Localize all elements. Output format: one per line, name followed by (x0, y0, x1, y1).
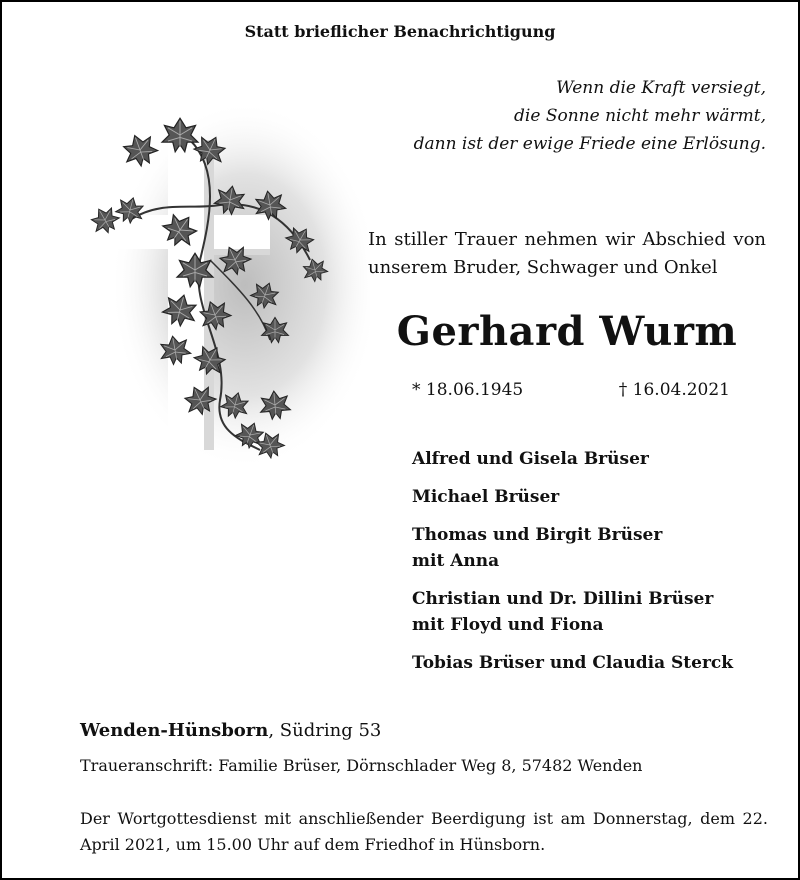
residence-street: , Südring 53 (268, 720, 382, 741)
intro-text (368, 226, 766, 282)
mourner-line: mit Anna (412, 551, 500, 571)
birth-date: * 18.06.1945 (412, 380, 524, 400)
mourner-line: Tobias Brüser und Claudia Sterck (412, 653, 734, 673)
mourner-line: mit Floyd und Fiona (412, 615, 604, 635)
deceased-name: Gerhard Wurm (396, 308, 738, 355)
poem-line: dann ist der ewige Friede eine Erlösung. (413, 134, 766, 154)
mourner-line: Thomas und Birgit Brüser (412, 525, 663, 545)
header-title: Statt brieflicher Benachrichtigung (244, 22, 556, 41)
poem (414, 74, 766, 158)
death-date: † 16.04.2021 (618, 380, 730, 400)
residence-city: Wenden-Hünsborn (80, 720, 269, 741)
service-info: Der Wortgottesdienst mit anschließender Beerdigung ist am Donnerstag, dem 22. April 2021, um 15.00 Uhr auf dem Friedhof in Hünsborn. (80, 809, 768, 854)
poem-line: Wenn die Kraft versiegt, (556, 78, 766, 98)
mourner-group (412, 484, 772, 510)
mourner-group (412, 522, 772, 574)
intro-line: In stiller Trauer nehmen wir Abschied von (368, 229, 766, 250)
mourner-line: Michael Brüser (412, 487, 560, 507)
poem-line: die Sonne nicht mehr wärmt, (514, 106, 766, 126)
mourning-address: Traueranschrift: Familie Brüser, Dörnschlader Weg 8, 57482 Wenden (80, 756, 643, 775)
cross-with-ivy-icon (70, 100, 370, 480)
residence-address (80, 720, 381, 741)
mourner-line: Alfred und Gisela Brüser (412, 449, 649, 469)
mourner-group (412, 446, 772, 472)
mourner-group (412, 586, 772, 638)
mourners-list (412, 446, 772, 688)
mourner-group (412, 650, 772, 676)
intro-line: unserem Bruder, Schwager und Onkel (368, 257, 718, 278)
mourner-line: Christian und Dr. Dillini Brüser (412, 589, 714, 609)
